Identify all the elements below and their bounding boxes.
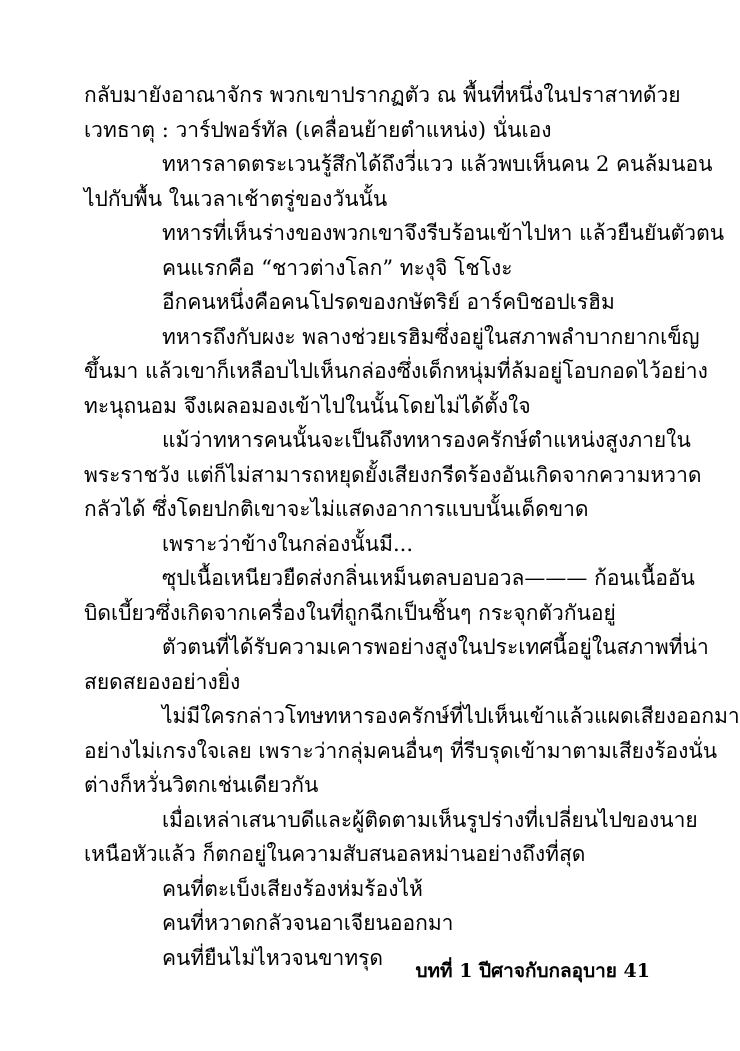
text-line: ทะนุถนอม จึงเผลอมองเข้าไปในนั้นโดยไม่ได้ตั้งใจ (84, 393, 531, 418)
text-line: ทหารถึงกับผงะ พลางช่วยเรฮิมซึ่งอยู่ในสภาพลำบากยากเข็ญ (162, 324, 700, 349)
running-footer: บทที่ 1 ปีศาจกับกลอุบาย 41 (415, 960, 650, 982)
text-line: เพราะว่าข้างในกล่องนั้นมี... (162, 531, 413, 556)
text-line: กลับมายังอาณาจักร พวกเขาปรากฏตัว ณ พื้นที่หนึ่งในปราสาทด้วย (84, 83, 681, 107)
text-line: ต่างก็หวั่นวิตกเช่นเดียวกัน (84, 773, 319, 797)
text-line: ขึ้นมา แล้วเขาก็เหลือบไปเห็นกล่องซึ่งเด็กหนุ่มที่ล้มอยู่โอบกอดไว้อย่าง (84, 359, 708, 383)
text-line: คนที่ตะเบ็งเสียงร้องห่มร้องไห้ (162, 876, 423, 901)
text-line: ตัวตนที่ได้รับความเคารพอย่างสูงในประเทศนี้อยู่ในสภาพที่น่า (162, 635, 709, 659)
text-line: เหนือหัวแล้ว ก็ตกอยู่ในความสับสนอลหม่านอย่างถึงที่สุด (84, 842, 586, 866)
text-line: คนที่ยืนไม่ไหวจนขาทรุด (162, 945, 384, 970)
text-line: แม้ว่าทหารคนนั้นจะเป็นถึงทหารองครักษ์ตำแหน่งสูงภายใน (162, 428, 691, 452)
text-line: สยดสยองอย่างยิ่ง (84, 669, 241, 694)
text-line: ทหารลาดตระเวนรู้สึกได้ถึงวี่แวว แล้วพบเห็นคน 2 คนล้มนอน (162, 152, 713, 176)
text-line: คนที่หวาดกลัวจนอาเจียนออกมา (162, 911, 454, 935)
text-line: พระราชวัง แต่ก็ไม่สามารถหยุดยั้งเสียงกรีดร้องอันเกิดจากความหวาด (84, 462, 702, 487)
text-line: เวทธาตุ : วาร์ปพอร์ทัล (เคลื่อนย้ายตำแหน่ง) นั่นเอง (84, 117, 552, 142)
text-line: อย่างไม่เกรงใจเลย เพราะว่ากลุ่มคนอื่นๆ ที่รีบรุดเข้ามาตามเสียงร้องนั่น (84, 738, 718, 763)
text-line: เมื่อเหล่าเสนาบดีและผู้ติดตามเห็นรูปร่างที่เปลี่ยนไปของนาย (162, 807, 698, 832)
text-line: กลัวได้ ซึ่งโดยปกติเขาจะไม่แสดงอาการแบบนั้นเด็ดขาด (84, 497, 589, 521)
text-line: คนแรกคือ “ชาวต่างโลก” ทะงุจิ โชโงะ (162, 255, 513, 280)
text-line: ทหารที่เห็นร่างของพวกเขาจึงรีบร้อนเข้าไปหา แล้วยืนยันตัวตน (162, 221, 725, 245)
text-line: ซุปเนื้อเหนียวยืดส่งกลิ่นเหม็นตลบอบอวล——— ก้อนเนื้ออัน (162, 566, 695, 590)
text-line: ไปกับพื้น ในเวลาเช้าตรู่ของวันนั้น (84, 186, 388, 211)
text-line: บิดเบี้ยวซึ่งเกิดจากเครื่องในที่ถูกฉีกเป็นชิ้นๆ กระจุกตัวกันอยู่ (84, 600, 616, 625)
text-line: อีกคนหนึ่งคือคนโปรดของกษัตริย์ อาร์คบิชอปเรฮิม (162, 290, 615, 314)
body-text (84, 78, 740, 975)
text-line: ไม่มีใครกล่าวโทษทหารองครักษ์ที่ไปเห็นเข้าแล้วแผดเสียงออกมา (162, 704, 740, 728)
